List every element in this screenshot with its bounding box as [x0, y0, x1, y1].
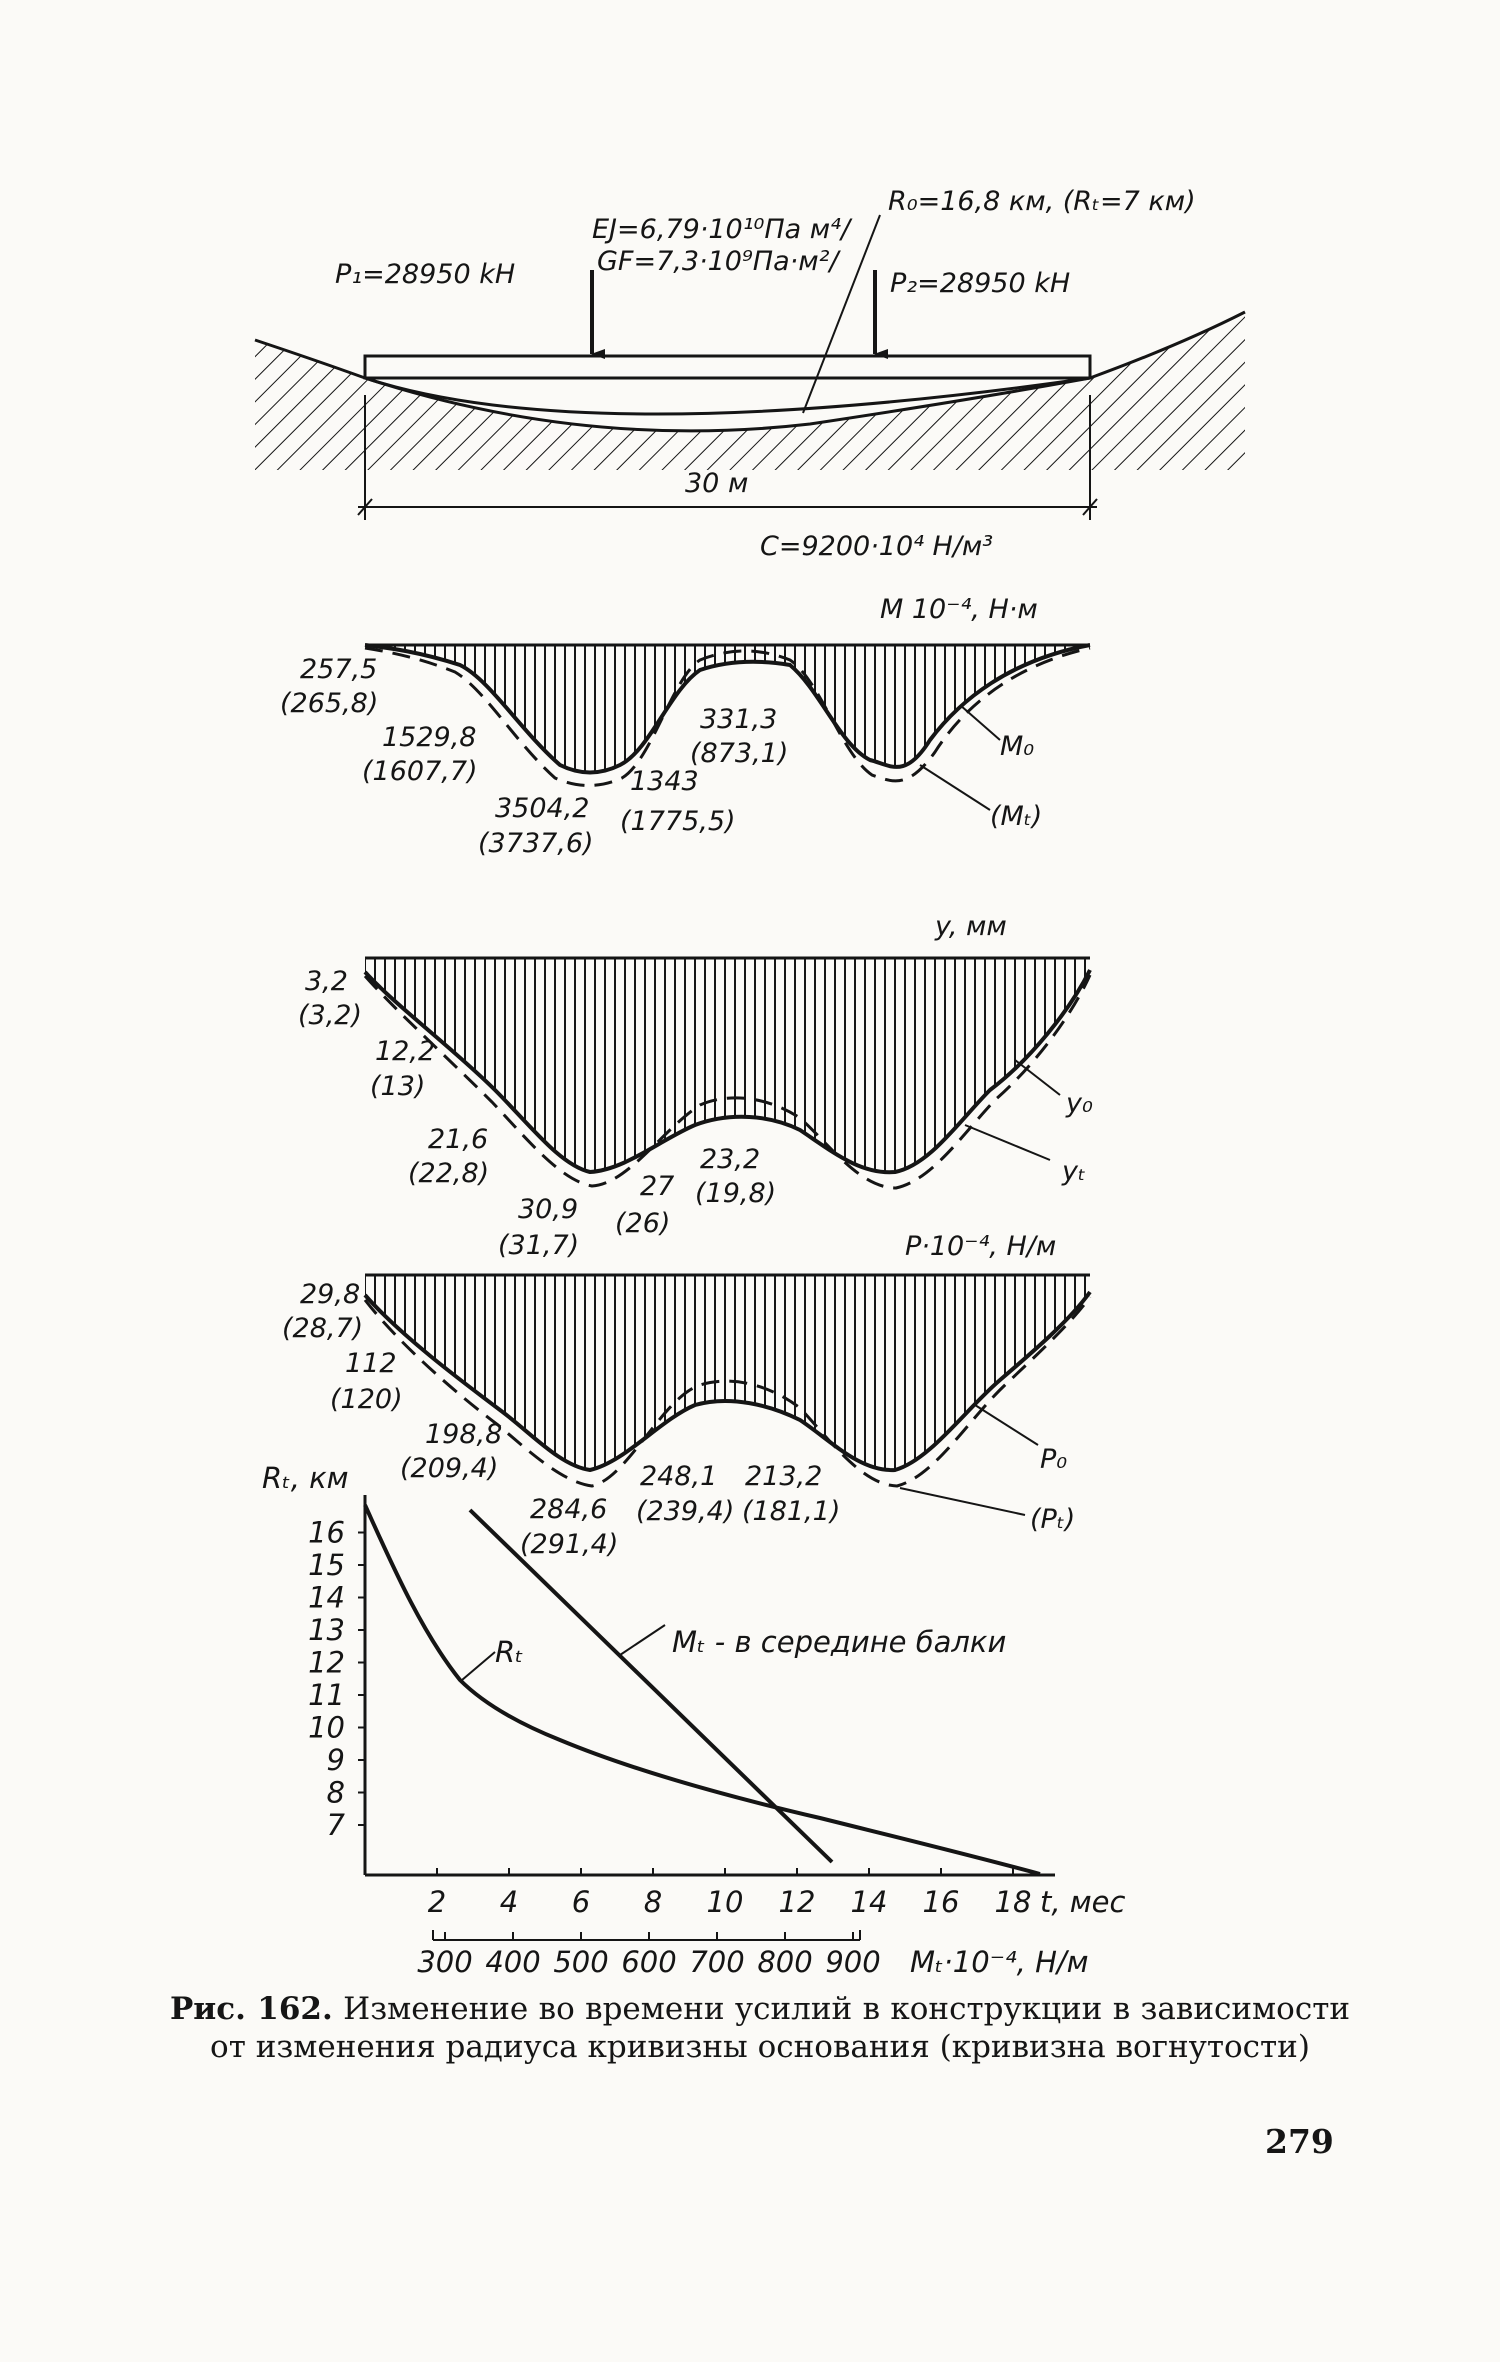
- moment-value-label: 331,3: [700, 704, 778, 735]
- moment-curve-label-m0: M₀: [1000, 731, 1035, 762]
- y-tick-label: 14: [308, 1580, 345, 1615]
- deflection-diagram: [298, 911, 1093, 1261]
- deflection-value-label: (31,7): [498, 1230, 580, 1261]
- x-tick-label: 18: [994, 1885, 1032, 1919]
- curve-rt-leader: [462, 1652, 495, 1680]
- deflection-value-label: 30,9: [518, 1194, 579, 1225]
- pressure-pt-leader: [900, 1488, 1025, 1515]
- pressure-value-label: (239,4): [636, 1496, 735, 1527]
- y-tick-label: 13: [308, 1613, 345, 1647]
- beam-scheme: [255, 186, 1245, 562]
- y-tick-label: 8: [326, 1775, 345, 1810]
- moment-scale-tick-label: 600: [621, 1945, 677, 1979]
- x-tick-label: 8: [643, 1885, 663, 1919]
- x-tick-label: 12: [778, 1885, 816, 1919]
- pressure-value-label: (181,1): [742, 1496, 841, 1527]
- x-tick-label: 10: [706, 1885, 744, 1919]
- pressure-value-label: 284,6: [530, 1494, 608, 1525]
- deflection-curve-label-yt: yₜ: [1062, 1156, 1086, 1187]
- x-tick-label: 2: [427, 1885, 447, 1919]
- pressure-unit-label: P·10⁻⁴, H/м: [905, 1231, 1057, 1262]
- moment-scale-axis-label: Mₜ·10⁻⁴, H/м: [910, 1945, 1089, 1979]
- moment-scale-tick-label: 500: [553, 1945, 609, 1979]
- time-chart-x-axis-label: t, мес: [1040, 1885, 1126, 1919]
- deflection-curve-label-y0: y₀: [1066, 1088, 1093, 1119]
- x-tick-label: 16: [922, 1885, 960, 1919]
- moment-value-label: 3504,2: [495, 793, 590, 824]
- radius-label: R₀=16,8 км, (Rₜ=7 км): [888, 186, 1196, 217]
- moment-mt-leader: [920, 765, 990, 810]
- moment-value-label: (1607,7): [362, 756, 478, 787]
- pressure-value-label: 248,1: [640, 1461, 718, 1492]
- pressure-value-label: (209,4): [400, 1453, 499, 1484]
- curve-mt-midspan: [470, 1510, 832, 1862]
- moment-unit-label: M 10⁻⁴, H·м: [880, 594, 1038, 625]
- x-tick-label: 4: [499, 1885, 519, 1919]
- moment-value-label: (1775,5): [620, 806, 736, 837]
- moment-value-label: (265,8): [280, 688, 379, 719]
- pressure-value-label: (28,7): [282, 1313, 364, 1344]
- stiffness-ej-label: EJ=6,79·10¹⁰Па м⁴/: [592, 214, 851, 245]
- pressure-diagram: [282, 1231, 1090, 1560]
- deflection-value-label: (3,2): [298, 1000, 363, 1031]
- deflection-value-label: (19,8): [695, 1178, 777, 1209]
- pressure-curve-label-pt: (Pₜ): [1030, 1504, 1076, 1535]
- deflection-yt-leader: [965, 1125, 1050, 1160]
- moment-scale-tick-label: 300: [417, 1945, 473, 1979]
- moment-scale-tick-label: 400: [485, 1945, 541, 1979]
- pressure-value-label: 198,8: [425, 1419, 503, 1450]
- subgrade-coefficient-label: C=9200·10⁴ H/м³: [760, 531, 994, 562]
- shear-stiffness-gf-label: GF=7,3·10⁹Па·м²/: [597, 246, 839, 277]
- curve-mt-label: Mₜ - в середине балки: [672, 1625, 1007, 1659]
- y-tick-label: 15: [308, 1548, 345, 1582]
- deflection-value-label: 27: [640, 1171, 675, 1202]
- y-tick-label: 11: [308, 1678, 345, 1712]
- y-tick-label: 12: [308, 1645, 345, 1680]
- y-tick-label: 9: [326, 1743, 345, 1777]
- pressure-p0-leader: [975, 1405, 1038, 1445]
- beam: [365, 356, 1090, 378]
- load-p1-label: P₁=28950 kH: [335, 259, 516, 290]
- span-label: 30 м: [685, 468, 749, 499]
- y-tick-label: 10: [308, 1710, 345, 1745]
- time-chart-y-axis-label: Rₜ, км: [262, 1461, 349, 1495]
- deflection-value-label: 21,6: [428, 1124, 489, 1155]
- moment-diagram: [280, 594, 1090, 859]
- deflection-unit-label: y, мм: [935, 911, 1007, 942]
- pressure-value-label: 112: [345, 1348, 397, 1379]
- moment-scale-tick-label: 900: [825, 1945, 881, 1979]
- time-chart-y-ticks: [308, 1516, 365, 1843]
- pressure-curve-label-p0: P₀: [1040, 1444, 1068, 1475]
- deflection-value-label: (26): [615, 1208, 671, 1239]
- pressure-value-label: 29,8: [300, 1279, 361, 1310]
- x-tick-label: 14: [850, 1885, 888, 1919]
- deflection-value-label: 3,2: [305, 966, 348, 997]
- curve-mt-leader: [620, 1625, 665, 1655]
- moment-value-label: 257,5: [300, 654, 378, 685]
- deflection-value-label: 12,2: [375, 1036, 436, 1067]
- moment-value-label: 1343: [630, 766, 699, 797]
- moment-scale-tick-label: 700: [689, 1945, 745, 1979]
- moment-m0-leader: [960, 705, 1000, 740]
- x-tick-label: 6: [571, 1885, 591, 1919]
- moment-scale-tick-label: 800: [757, 1945, 813, 1979]
- deflection-y0-leader: [1015, 1060, 1060, 1095]
- moment-value-label: (873,1): [690, 738, 789, 769]
- pressure-value-label: (120): [330, 1384, 403, 1415]
- curve-rt: [365, 1505, 1040, 1874]
- pressure-value-label: (291,4): [520, 1529, 619, 1560]
- load-p2-label: P₂=28950 kH: [890, 268, 1071, 299]
- soil-hatch: [255, 300, 1245, 470]
- y-tick-label: 16: [308, 1515, 345, 1550]
- figure-caption: [170, 1990, 1350, 2066]
- y-tick-label: 7: [326, 1808, 345, 1842]
- deflection-value-label: 23,2: [700, 1144, 761, 1175]
- pressure-value-label: 213,2: [745, 1461, 823, 1492]
- curve-rt-label: Rₜ: [495, 1635, 524, 1669]
- moment-curve-label-mt: (Mₜ): [990, 801, 1043, 832]
- figure-caption-text: Изменение во времени усилий в конструкции в зависимости от изменения радиуса кривизны основания (кривизна вогнутости): [210, 1991, 1351, 2065]
- deflection-value-label: (22,8): [408, 1158, 490, 1189]
- moment-value-label: 1529,8: [382, 722, 477, 753]
- deflection-value-label: (13): [370, 1071, 426, 1102]
- page-number: 279: [1265, 2122, 1334, 2161]
- time-chart: [262, 1461, 1126, 1979]
- moment-value-label: (3737,6): [478, 828, 594, 859]
- figure-number: Рис. 162.: [170, 1991, 333, 2027]
